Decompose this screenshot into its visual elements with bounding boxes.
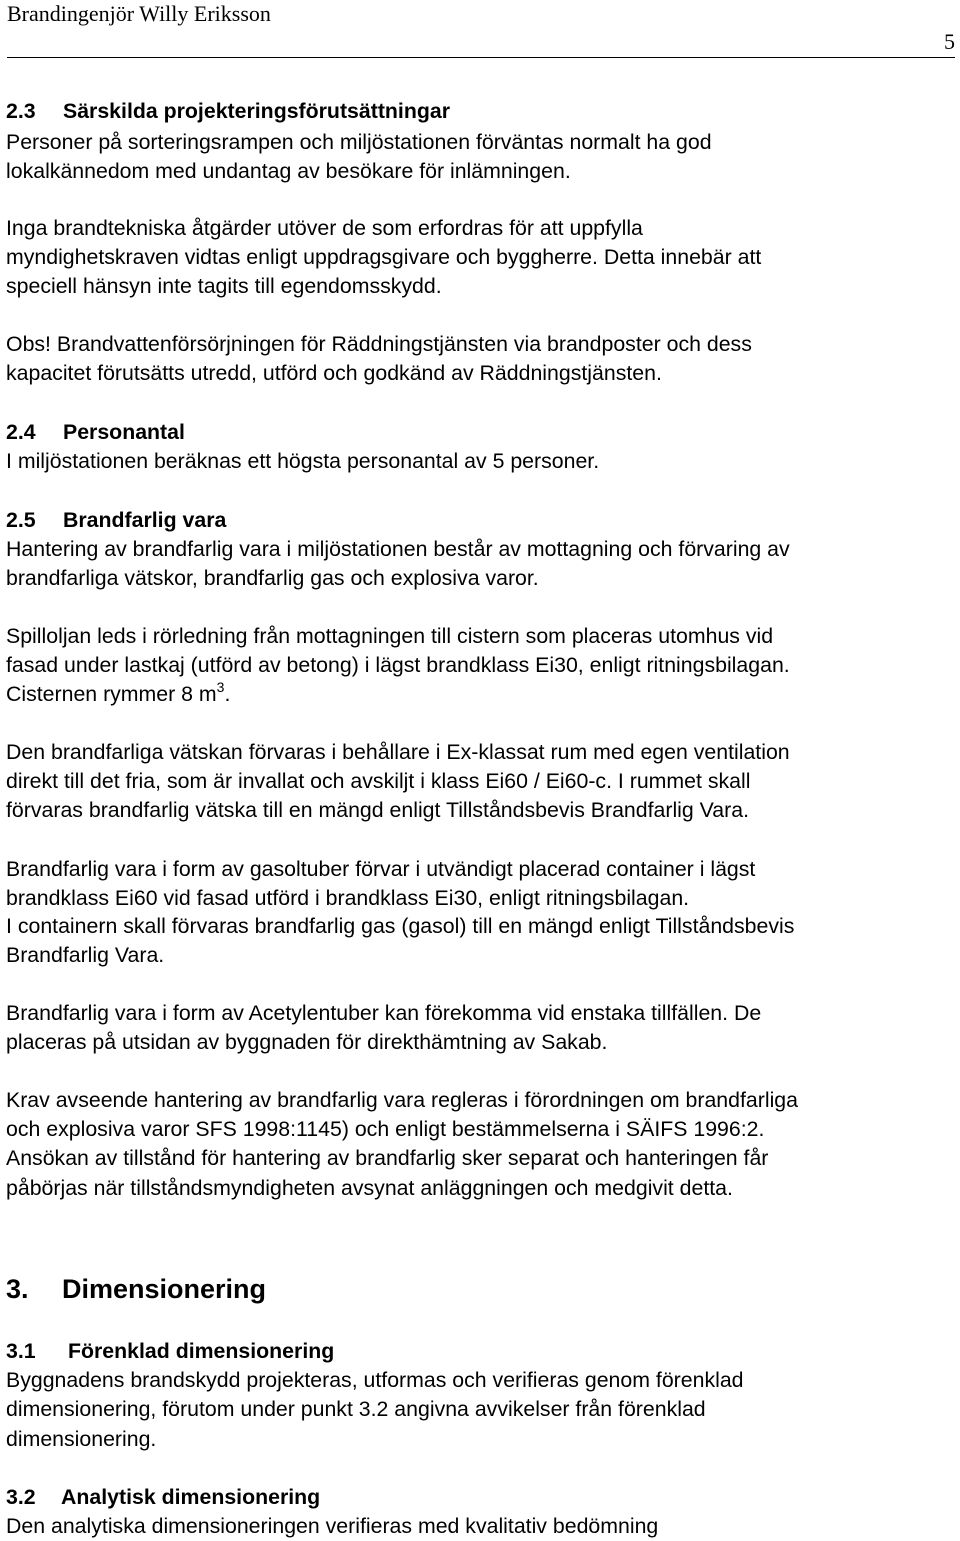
- paragraph-line: I miljöstationen beräknas ett högsta personantal av 5 personer.: [6, 449, 600, 473]
- paragraph-line: brandklass Ei60 vid fasad utförd i brandklass Ei30, enligt ritningsbilagan.: [6, 886, 690, 910]
- heading-2-5: [6, 506, 226, 535]
- heading-3-1: [6, 1337, 334, 1366]
- paragraph-line: lokalkännedom med undantag av besökare för inlämningen.: [6, 159, 571, 183]
- superscript-3: 3: [216, 679, 225, 695]
- section-title: Särskilda projekteringsförutsättningar: [63, 99, 450, 123]
- section-number: 2.5: [6, 508, 36, 532]
- section-title: Brandfarlig vara: [63, 508, 227, 532]
- paragraph-line: Ansökan av tillstånd för hantering av brandfarlig sker separat och hanteringen får: [6, 1146, 769, 1170]
- paragraph-line: Den analytiska dimensioneringen verifieras med kvalitativ bedömning: [6, 1514, 659, 1538]
- paragraph-line: Krav avseende hantering av brandfarlig vara regleras i förordningen om brandfarliga: [6, 1088, 798, 1112]
- section-title: Dimensionering: [62, 1274, 267, 1304]
- header-rule: [7, 57, 955, 58]
- heading-2-3: [6, 97, 450, 126]
- section-number: 3.2: [6, 1485, 36, 1509]
- page-header: [7, 0, 955, 58]
- section-number: 3.: [6, 1274, 29, 1304]
- paragraph-line: dimensionering.: [6, 1427, 157, 1451]
- paragraph-line: I containern skall förvaras brandfarlig gas (gasol) till en mängd enligt Tillståndsbevis: [6, 914, 795, 938]
- paragraph-line: påbörjas när tillståndsmyndigheten avsynat anläggningen och medgivit detta.: [6, 1176, 733, 1200]
- section-number: 3.1: [6, 1339, 36, 1363]
- paragraph-line: Brandfarlig Vara.: [6, 943, 165, 967]
- paragraph-line: Obs! Brandvattenförsörjningen för Räddningstjänsten via brandposter och dess: [6, 332, 752, 356]
- paragraph-line: kapacitet förutsätts utredd, utförd och godkänd av Räddningstjänsten.: [6, 361, 662, 385]
- paragraph-line: speciell hänsyn inte tagits till egendomsskydd.: [6, 274, 442, 298]
- paragraph-line: Brandfarlig vara i form av gasoltuber förvar i utvändigt placerad container i lägst: [6, 857, 756, 881]
- page-number: 5: [944, 29, 955, 54]
- section-title: Förenklad dimensionering: [68, 1339, 335, 1363]
- paragraph-line: [6, 680, 230, 709]
- paragraph-line: Spilloljan leds i rörledning från mottagningen till cistern som placeras utomhus vid: [6, 624, 774, 648]
- paragraph-line: myndighetskraven vidtas enligt uppdragsgivare och byggherre. Detta innebär att: [6, 245, 762, 269]
- paragraph-line: fasad under lastkaj (utförd av betong) i lägst brandklass Ei30, enligt ritningsbilagan.: [6, 653, 790, 677]
- paragraph-line: Den brandfarliga vätskan förvaras i behållare i Ex-klassat rum med egen ventilation: [6, 740, 790, 764]
- section-title: Analytisk dimensionering: [61, 1485, 321, 1509]
- paragraph-line: placeras på utsidan av byggnaden för direkthämtning av Sakab.: [6, 1030, 608, 1054]
- section-title: Personantal: [63, 420, 185, 444]
- paragraph-line: Brandfarlig vara i form av Acetylentuber kan förekomma vid enstaka tillfällen. De: [6, 1001, 762, 1025]
- paragraph-line: brandfarliga vätskor, brandfarlig gas och explosiva varor.: [6, 566, 539, 590]
- cistern-volume-text: Cisternen rymmer 8 m: [6, 682, 217, 706]
- heading-2-4: [6, 418, 185, 447]
- paragraph-line: Inga brandtekniska åtgärder utöver de som erfordras för att uppfylla: [6, 216, 643, 240]
- section-number: 2.3: [6, 99, 36, 123]
- paragraph-line: Byggnadens brandskydd projekteras, utformas och verifieras genom förenklad: [6, 1368, 744, 1392]
- heading-3: [6, 1273, 266, 1305]
- header-title: Brandingenjör Willy Eriksson: [7, 1, 271, 26]
- paragraph-line: och explosiva varor SFS 1998:1145) och enligt bestämmelserna i SÄIFS 1996:2.: [6, 1117, 765, 1141]
- paragraph-line: direkt till det fria, som är invallat och avskiljt i klass Ei60 / Ei60-c. I rummet skall: [6, 769, 751, 793]
- paragraph-line: dimensionering, förutom under punkt 3.2 angivna avvikelser från förenklad: [6, 1397, 706, 1421]
- paragraph-line: Hantering av brandfarlig vara i miljöstationen består av mottagning och förvaring av: [6, 537, 790, 561]
- paragraph-line: Personer på sorteringsrampen och miljöstationen förväntas normalt ha god: [6, 130, 712, 154]
- period: .: [224, 682, 231, 706]
- section-number: 2.4: [6, 420, 36, 444]
- paragraph-line: förvaras brandfarlig vätska till en mängd enligt Tillståndsbevis Brandfarlig Vara.: [6, 798, 749, 822]
- heading-3-2: [6, 1483, 320, 1512]
